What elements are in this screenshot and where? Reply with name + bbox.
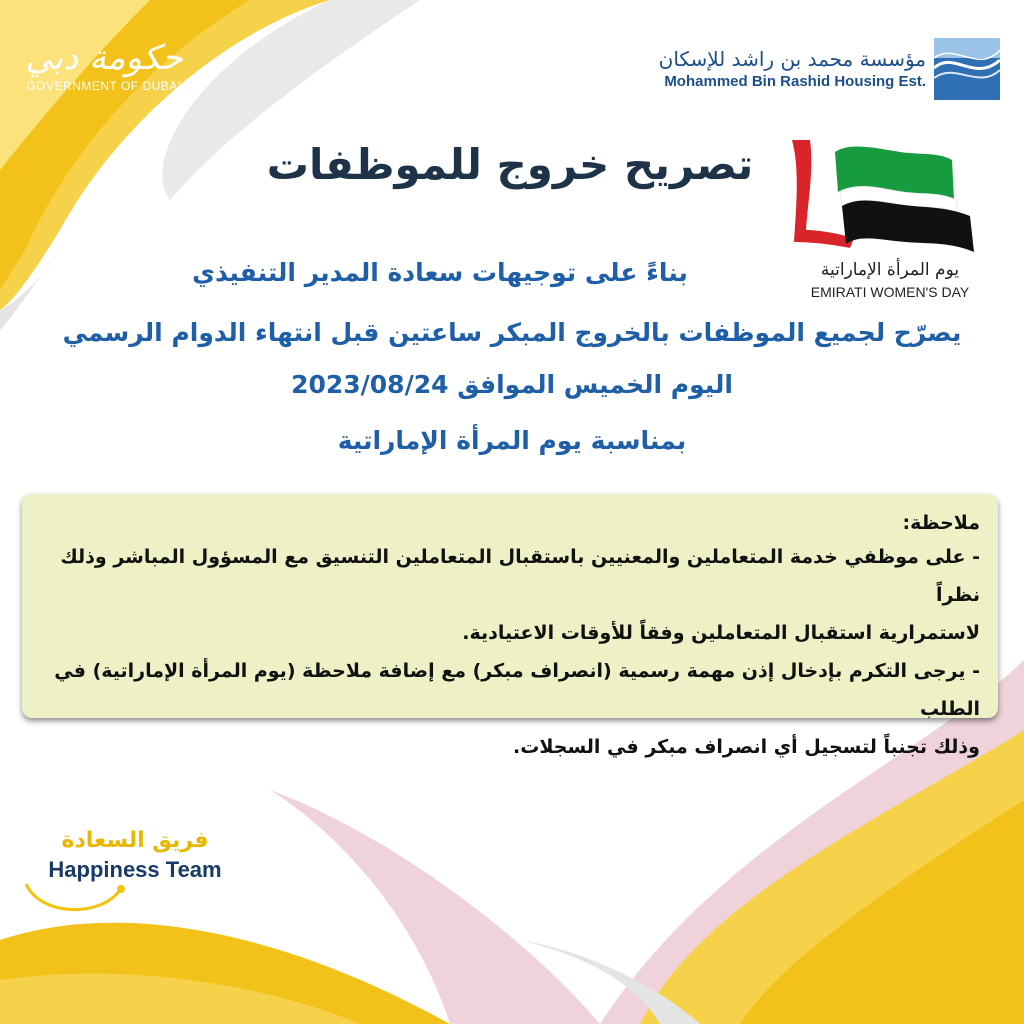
happiness-team-logo xyxy=(30,826,240,884)
mbr-logo-mark-icon xyxy=(934,38,1000,100)
announcement-line-2: يصرّح لجميع الموظفات بالخروج المبكر ساعتين قبل انتهاء الدوام الرسمي xyxy=(62,318,962,347)
mbr-housing-logo xyxy=(659,36,1000,102)
happiness-team-english: Happiness Team xyxy=(48,857,222,882)
note-box xyxy=(22,494,998,758)
note-line-1: - على موظفي خدمة المتعاملين والمعنيين باستقبال المتعاملين التنسيق مع المسؤول المباشر وذلك نظراً xyxy=(60,546,980,606)
gov-logo-english: GOVERNMENT OF DUBAI xyxy=(26,79,182,93)
womens-day-english: EMIRATI WOMEN'S DAY xyxy=(810,284,970,300)
mbr-logo-arabic: مؤسسة محمد بن راشد للإسكان xyxy=(658,47,926,71)
happiness-team-arabic: فريق السعادة xyxy=(61,828,209,853)
smile-arc-icon xyxy=(20,878,130,918)
womens-day-arabic: يوم المرأة الإماراتية xyxy=(820,260,960,280)
gov-logo-arabic: حكومة دبي xyxy=(25,38,183,78)
mbr-logo-text xyxy=(659,46,926,92)
announcement-line-1: بناءً على توجيهات سعادة المدير التنفيذي xyxy=(192,258,688,287)
government-of-dubai-logo xyxy=(24,38,184,108)
announcement-line-3: اليوم الخميس الموافق 2023/08/24 xyxy=(291,370,733,399)
mbr-logo-english: Mohammed Bin Rashid Housing Est. xyxy=(664,73,926,90)
page-title: تصريح خروج للموظفات xyxy=(266,140,754,189)
announcement-line-4: بمناسبة يوم المرأة الإماراتية xyxy=(337,426,687,455)
note-line-2: لاستمرارية استقبال المتعاملين وفقاً للأوقات الاعتيادية. xyxy=(462,622,980,644)
note-line-3: - يرجى التكرم بإدخال إذن مهمة رسمية (انصراف مبكر) مع إضافة ملاحظة (يوم المرأة الإماراتية) في الطلب xyxy=(54,660,980,720)
note-line-4: وذلك تجنباً لتسجيل أي انصراف مبكر في السجلات. xyxy=(513,736,980,758)
emirati-womens-day-flag-icon xyxy=(780,130,990,310)
note-title: ملاحظة: xyxy=(902,512,980,534)
